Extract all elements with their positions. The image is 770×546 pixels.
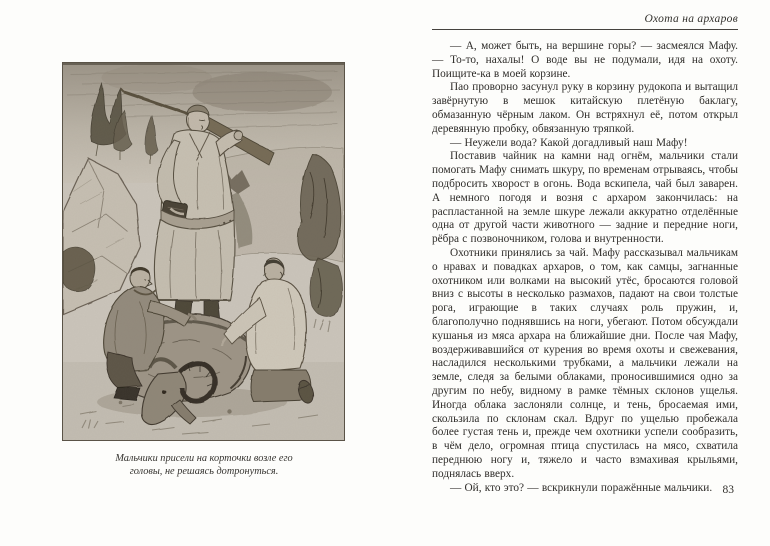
caption-line-1: Мальчики присели на корточки возле его bbox=[115, 453, 293, 464]
pencil-drawing bbox=[62, 62, 345, 441]
running-head: Охота на архаров bbox=[644, 13, 738, 25]
paragraph: — Ой, кто это? — вскрикнули поражённые мальчики. bbox=[450, 481, 713, 494]
paragraph: — А, может быть, на вершине горы? — засмеялся Мафу. — То-то, нахалы! О воде вы не подумали, идя на охоту. Поищите-ка в моей корзине. bbox=[432, 40, 738, 80]
illustration-caption bbox=[74, 453, 334, 478]
running-head-rule bbox=[432, 13, 738, 30]
page-number: 83 bbox=[722, 484, 734, 496]
body-text-column bbox=[432, 40, 738, 495]
paragraph: Пао проворно засунул руку в корзину рудокопа и вытащил завёрнутую в мешок китайскую плетёную баклагу, обмазанную чёрным лаком. Он встряхнул её, потом открыл деревянную пробку, обвязанную тряпкой. bbox=[432, 81, 738, 135]
paragraph: Поставив чайник на камни над огнём, мальчики стали помогать Мафу снимать шкуру, по временам отрываясь, чтобы подбросить хворост в огонь. Вода вскипела, чай был заварен. А немного погодя и возня с архаром закончилась: на распластанной на земле шкуре лежали аккуратно отделённые одна от другой части животного — задние и передние ноги, рёбра с позвоночником, голова и внутренности. bbox=[432, 150, 738, 246]
hunter-illustration bbox=[62, 62, 345, 441]
paragraph: — Неужели вода? Какой догадливый наш Мафу! bbox=[450, 136, 688, 149]
caption-line-2: головы, не решаясь дотронуться. bbox=[129, 465, 279, 477]
paragraph: Охотники принялись за чай. Мафу рассказывал мальчикам о нравах и повадках архаров, о том, как самцы, загнанные охотником или волками на высокий утёс, бросаются головой вниз с высоты в несколько размахов, падают на свои толстые рога, играющие в таких случаях роль пружин, и, благополучно поднявшись на ноги, убегают. Потом обсуждали кушанья из мяса архара на ближайшие дни. После чая Мафу, воздерживавшийся от курения во время охоты и свежевания, насладился несколькими трубками, а мальчики лежали на земле, следя за белыми облаками, проносившимися одно за другим по небу, видному в рамке тёмных склонов ущелья. Иногда облака заслоняли солнце, и тень, бросаемая ими, скользила по склонам скал. Вдруг по ущелью пробежала более густая тень и, прежде чем охотники успели сообразить, в чём дело, огромная птица спустилась на мясо, схватила переднюю ногу и, тяжело и часто взмахивая крыльями, поднялась вверх. bbox=[432, 246, 738, 480]
